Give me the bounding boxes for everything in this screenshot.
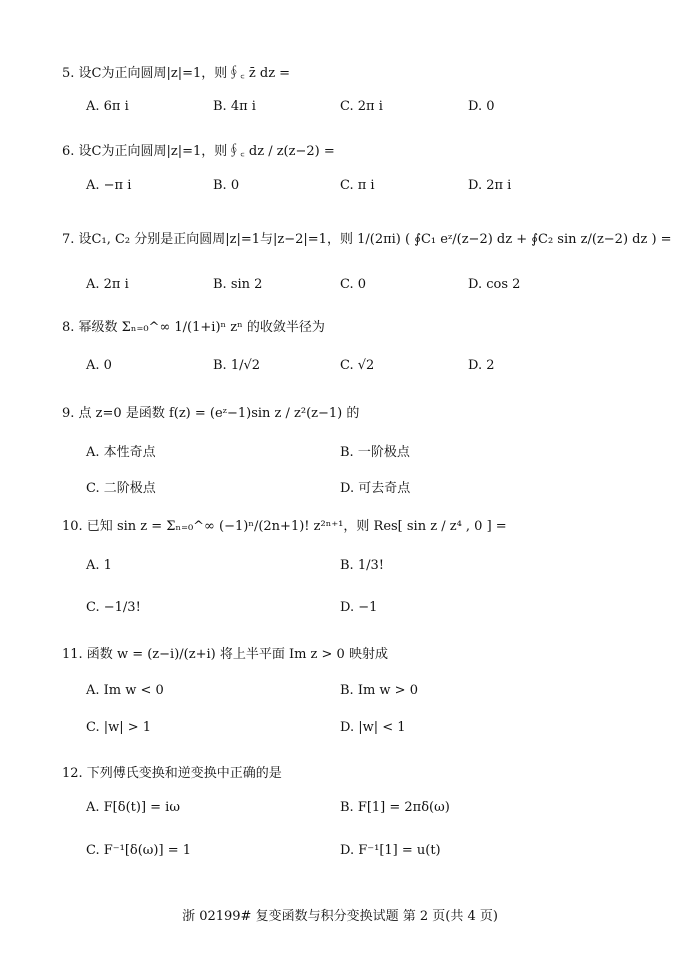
question-9-option-b: B. 一阶极点 [340, 445, 410, 460]
question-5-option-b: B. 4π i [213, 99, 256, 114]
question-11-stem: 11. 函数 w = (z−i)/(z+i) 将上半平面 Im z > 0 映射成 [62, 647, 388, 662]
question-5-stem: 5. 设C为正向圆周|z|=1，则∮꜀ z̄ dz = [62, 66, 291, 81]
question-11-option-a: A. Im w < 0 [86, 683, 164, 698]
question-11-option-d: D. |w| < 1 [340, 720, 406, 735]
question-8-option-c: C. √2 [340, 358, 375, 373]
question-6-option-a: A. −π i [86, 178, 132, 193]
question-11-option-c: C. |w| > 1 [86, 720, 152, 735]
question-9-option-d: D. 可去奇点 [340, 481, 411, 496]
page-footer: 浙 02199# 复变函数与积分变换试题 第 2 页(共 4 页) [182, 909, 498, 924]
question-12-option-d: D. F⁻¹[1] = u(t) [340, 843, 441, 858]
question-12-option-b: B. F[1] = 2πδ(ω) [340, 800, 450, 815]
question-12-option-c: C. F⁻¹[δ(ω)] = 1 [86, 843, 191, 858]
question-8-option-a: A. 0 [86, 358, 112, 373]
question-8-option-d: D. 2 [468, 358, 495, 373]
question-5-option-d: D. 0 [468, 99, 495, 114]
question-10-stem: 10. 已知 sin z = Σₙ₌₀^∞ (−1)ⁿ/(2n+1)! z²ⁿ⁺¹，则 Res[ sin z / z⁴ , 0 ] = [62, 519, 507, 534]
question-8-stem: 8. 幂级数 Σₙ₌₀^∞ 1/(1+i)ⁿ zⁿ 的收敛半径为 [62, 320, 325, 335]
question-12-option-a: A. F[δ(t)] = iω [86, 800, 180, 815]
question-7-option-d: D. cos 2 [468, 277, 521, 292]
question-11-option-b: B. Im w > 0 [340, 683, 418, 698]
question-7-option-a: A. 2π i [86, 277, 129, 292]
question-7-stem: 7. 设C₁, C₂ 分别是正向圆周|z|=1与|z−2|=1，则 1/(2πi) ( ∮C₁ eᶻ/(z−2) dz + ∮C₂ sin z/(z−2) dz ) = [62, 232, 672, 247]
question-10-option-d: D. −1 [340, 600, 378, 615]
question-12-stem: 12. 下列傅氏变换和逆变换中正确的是 [62, 766, 282, 781]
question-7-option-b: B. sin 2 [213, 277, 263, 292]
question-5-option-a: A. 6π i [86, 99, 129, 114]
question-6-stem: 6. 设C为正向圆周|z|=1，则∮꜀ dz / z(z−2) = [62, 144, 335, 159]
question-6-option-c: C. π i [340, 178, 375, 193]
question-10-option-c: C. −1/3! [86, 600, 141, 615]
question-10-option-a: A. 1 [86, 558, 112, 573]
question-6-option-d: D. 2π i [468, 178, 512, 193]
question-10-option-b: B. 1/3! [340, 558, 384, 573]
question-9-option-c: C. 二阶极点 [86, 481, 156, 496]
question-9-stem: 9. 点 z=0 是函数 f(z) = (eᶻ−1)sin z / z²(z−1) 的 [62, 406, 360, 421]
question-6-option-b: B. 0 [213, 178, 240, 193]
question-8-option-b: B. 1/√2 [213, 358, 261, 373]
question-7-option-c: C. 0 [340, 277, 367, 292]
question-5-option-c: C. 2π i [340, 99, 383, 114]
question-9-option-a: A. 本性奇点 [86, 445, 156, 460]
